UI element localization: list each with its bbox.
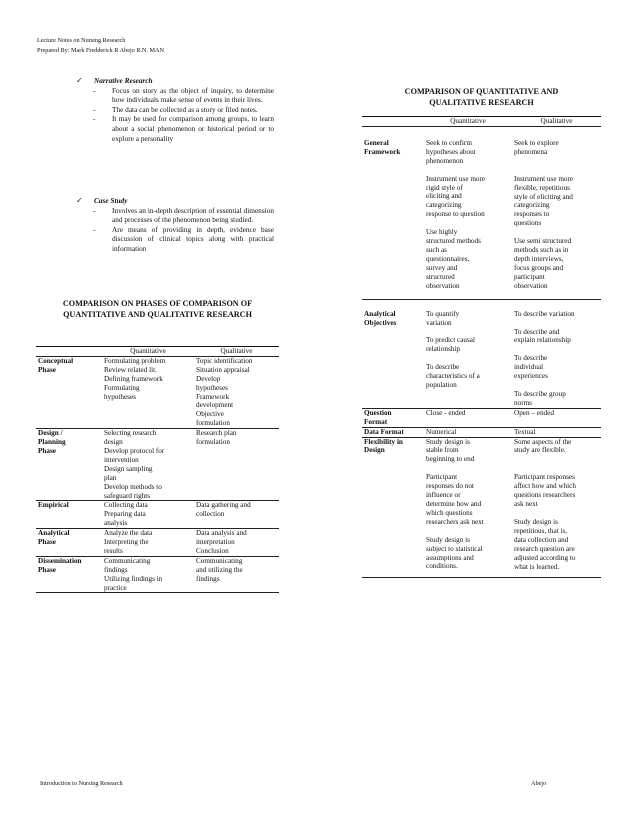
table-header-row — [36, 347, 279, 357]
checkmark-icon: ✓ — [76, 76, 83, 85]
table-row: Data Format Numerical Textual — [362, 427, 601, 437]
case-study-section — [76, 196, 274, 254]
table-row: Question Format Close - ended Open – ended — [362, 408, 601, 427]
header-line-1: Lecture Notes on Nursing Research — [37, 37, 126, 44]
checkmark-icon: ✓ — [76, 196, 83, 205]
comparison-table — [362, 116, 601, 578]
list-item: - The data can be collected as a story or filed notes. — [93, 104, 258, 114]
list-item: - Are means of providing in depth, evidence base discussion of clinical topics along with practical information — [93, 224, 274, 253]
table-row: Empirical Collecting data Preparing data analysis Data gathering and collection — [36, 501, 279, 529]
table-row: Analytical Phase Analyze the data Interpreting the results Data analysis and interpretation Conclusion — [36, 529, 279, 557]
table-header-row — [362, 117, 601, 127]
case-study-title: Case Study — [94, 196, 128, 205]
header-line-2: Prepared By: Mark Fredderick R Abejo R.N. MAN — [37, 47, 164, 54]
table-row: Design / Planning Phase Selecting research design Develop protocol for intervention Design sampling plan Develop methods to safeguard rights Research plan formulation — [36, 429, 279, 501]
document-header — [37, 36, 164, 56]
phases-table — [36, 346, 279, 593]
table-row: Analytical Objectives To quantify variation To predict causal relationship To describe characteristics of a population To describe variation To describe and explain relationship To describe individual experiences To describe group norms — [362, 299, 601, 408]
narrative-title: Narrative Research — [94, 76, 153, 85]
table-row: General Framework Seek to confirm hypotheses about phenomenon Instrument use more rigid style of eliciting and categorizing response to question Use highly structured methods such as questionnaires, survey and structured observation Seek to explore phenomena Instrument use more flexible, repetitious style of eliciting and categorizing responses to questions Use semi structured methods such as in depth interviews, focus groups and participant observation — [362, 126, 601, 299]
comparison-heading: COMPARISON OF QUANTITATIVE AND QUALITATIVE RESEARCH — [404, 87, 559, 107]
table-row: Flexibility in Design Study design is stable from beginning to end Participant responses do not influence or determine how and which questions researchers ask next Study design is subject to statistical assumptions and conditions. Some aspects of the study are flexible. Participant responses affect how and which questions researchers ask next Study design is repetitious, that is, data collection and research question are adjusted according to what is learned. — [362, 437, 601, 578]
col-header-quantitative: Quantitative — [102, 347, 194, 357]
table-row: Dissemination Phase Communicating findings Utilizing findings in practice Communicating and utilizing the findings — [36, 556, 279, 593]
narrative-research-section — [76, 76, 274, 143]
col-header-qualitative: Qualitative — [194, 347, 279, 357]
footer-author: Abejo — [531, 780, 547, 787]
table-row: Conceptual Phase Formulating problem Review related lit. Defining framework Formulating hypotheses Topic identification Situation appraisal Develop hypotheses Framework development Objective formulation — [36, 356, 279, 428]
footer-title: Introduction to Nursing Research — [40, 780, 123, 787]
col-header-quantitative: Quantitative — [424, 117, 512, 127]
case-study-list — [76, 206, 274, 254]
col-header-qualitative: Qualitative — [512, 117, 601, 127]
narrative-list — [76, 86, 274, 144]
list-item: - Focus on story as the object of inquiry, to determine how individuals make sense of events in their lives. — [93, 85, 274, 105]
list-item: - Involves an in-depth description of essential dimension and processes of the phenomenon being studied. — [93, 205, 274, 225]
list-item: - It may be used for comparison among groups, to learn about a social phenomenon or historical period or to explore a personality — [93, 114, 274, 143]
phases-heading: COMPARISON ON PHASES OF COMPARISON OF QUANTITATIVE AND QUALITATIVE RESEARCH — [62, 299, 253, 319]
